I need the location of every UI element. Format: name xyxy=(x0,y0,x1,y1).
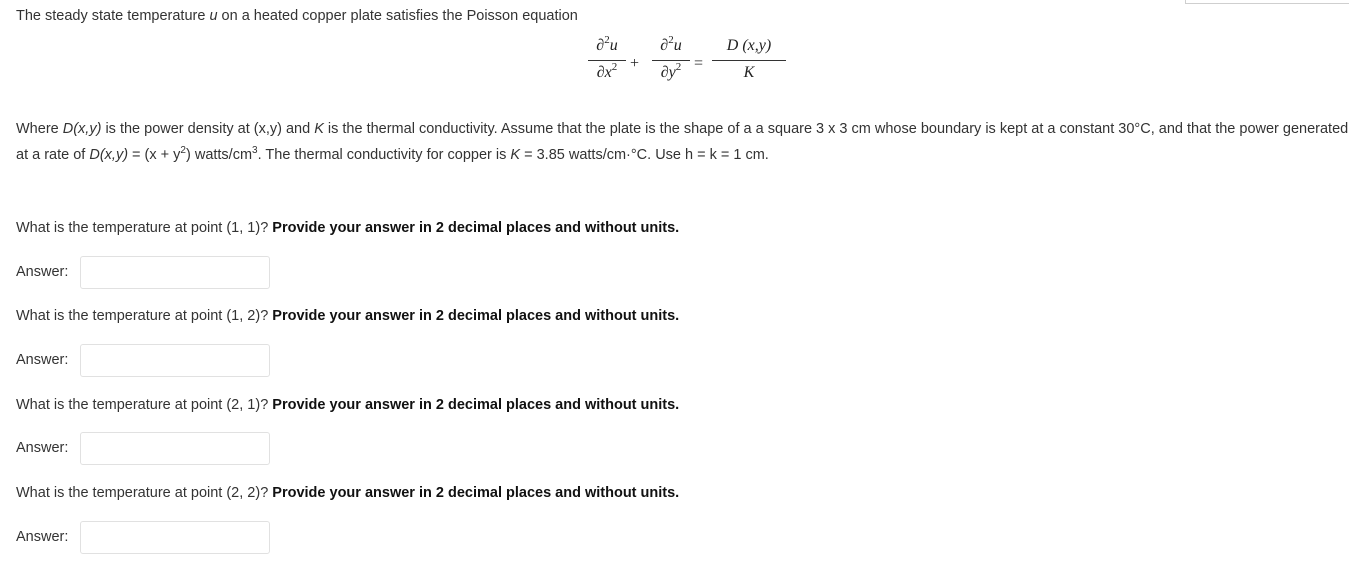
answer-input-3[interactable] xyxy=(80,432,270,465)
question-instructions: Provide your answer in 2 decimal places and without units. xyxy=(272,485,680,501)
d2u-dy2-fraction xyxy=(652,36,690,83)
intro-text-start: The steady state temperature xyxy=(16,8,210,24)
desc-part: = 3.85 watts/cm·°C. Use h = k = 1 cm. xyxy=(520,147,769,163)
desc-part: is the thermal conductivity. Assume that the plate is the shape of a a square 3 x 3 cm whose boundary is kept at a constant 30°C, and that the power generated at a rate of xyxy=(16,121,1349,163)
exponent: 2 xyxy=(668,34,674,46)
desc-exponent: 2 xyxy=(180,145,186,156)
answer-label-2: Answer: xyxy=(16,352,69,368)
desc-exponent: 3 xyxy=(252,145,258,156)
desc-k: K xyxy=(314,121,324,137)
answer-label-3: Answer: xyxy=(16,440,69,456)
problem-description xyxy=(16,116,1349,168)
xy-args: (x,y) xyxy=(742,37,772,54)
partial-symbol: ∂ xyxy=(660,37,669,54)
exponent: 2 xyxy=(675,61,682,73)
fraction-bar xyxy=(712,60,786,61)
u-var: u xyxy=(609,37,618,54)
question-4 xyxy=(16,484,679,502)
fraction-bar xyxy=(652,60,690,61)
question-text: What is the temperature at point (2, 2)? xyxy=(16,485,273,501)
question-3 xyxy=(16,396,679,414)
question-instructions: Provide your answer in 2 decimal places and without units. xyxy=(272,397,680,413)
u-var: u xyxy=(673,37,682,54)
answer-label-1: Answer: xyxy=(16,264,69,280)
question-2 xyxy=(16,307,679,325)
answer-input-4[interactable] xyxy=(80,521,270,554)
partial-symbol: ∂ xyxy=(596,37,605,54)
question-text: What is the temperature at point (1, 2)? xyxy=(16,308,273,324)
exponent: 2 xyxy=(604,34,610,46)
intro-variable-u: u xyxy=(209,8,218,24)
d-over-k-fraction xyxy=(712,36,786,83)
desc-part: is the power density at (x,y) and xyxy=(101,121,315,137)
desc-dxy: D(x,y) xyxy=(89,147,129,163)
intro-text xyxy=(16,7,578,25)
desc-dxy: D(x,y) xyxy=(62,121,102,137)
fraction-bar xyxy=(588,60,626,61)
answer-label-4: Answer: xyxy=(16,529,69,545)
intro-text-end: on a heated copper plate satisfies the Poisson equation xyxy=(217,8,578,24)
d2u-dx2-fraction xyxy=(588,36,626,83)
desc-k: K xyxy=(510,147,521,163)
desc-part: ) watts/cm xyxy=(185,147,253,163)
plus-operator: + xyxy=(630,55,640,72)
desc-part: . The thermal conductivity for copper is xyxy=(257,147,511,163)
answer-input-2[interactable] xyxy=(80,344,270,377)
dx-term: ∂x xyxy=(596,64,612,81)
desc-part: Where xyxy=(16,121,63,137)
exponent: 2 xyxy=(611,61,618,73)
dy-term: ∂y xyxy=(660,64,676,81)
desc-part: = (x + y xyxy=(128,147,181,163)
question-1 xyxy=(16,219,679,237)
question-instructions: Provide your answer in 2 decimal places and without units. xyxy=(272,220,680,236)
question-instructions: Provide your answer in 2 decimal places and without units. xyxy=(272,308,680,324)
question-text: What is the temperature at point (2, 1)? xyxy=(16,397,273,413)
equals-operator: = xyxy=(694,55,704,72)
question-text: What is the temperature at point (1, 1)? xyxy=(16,220,273,236)
k-var: K xyxy=(743,64,755,81)
d-var: D xyxy=(726,37,739,54)
top-right-frame xyxy=(1185,0,1349,4)
answer-input-1[interactable] xyxy=(80,256,270,289)
